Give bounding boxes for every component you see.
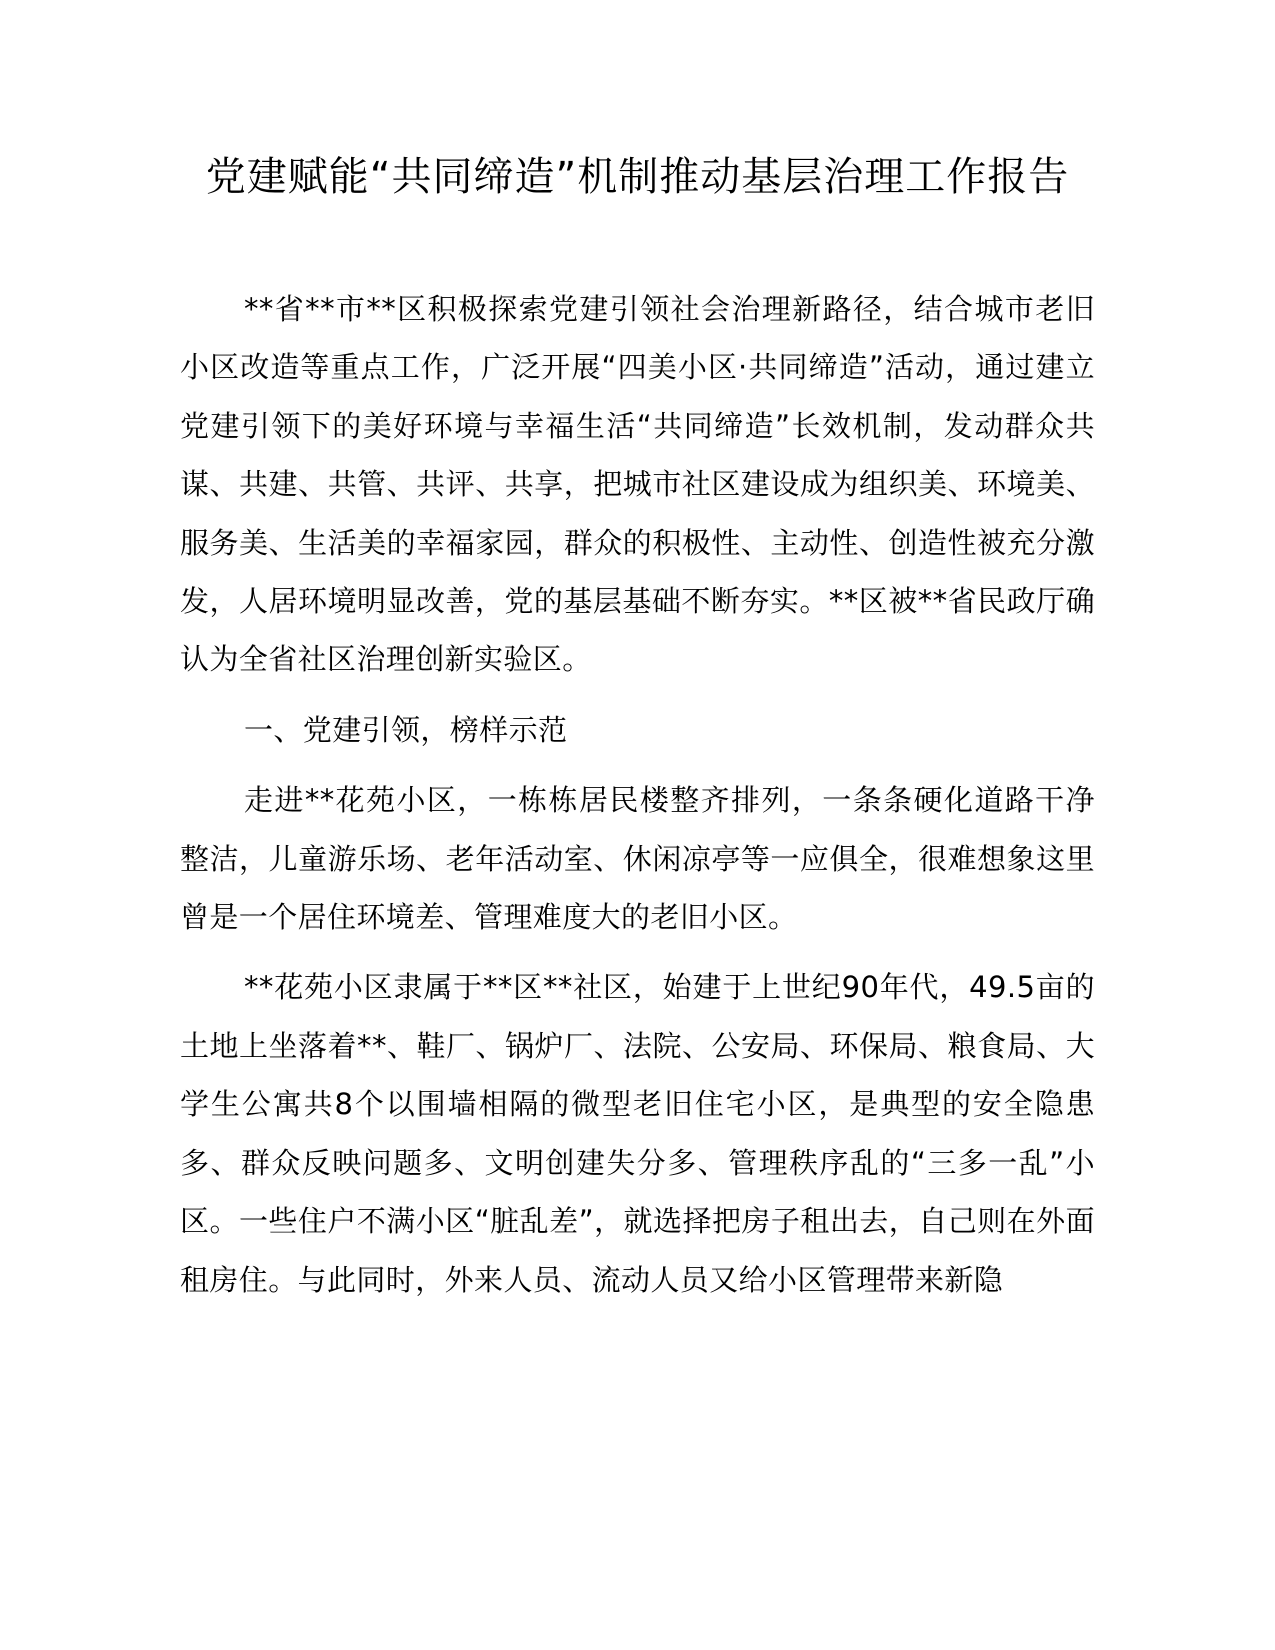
paragraph-community-description: 走进**花苑小区，一栋栋居民楼整齐排列，一条条硬化道路干净整洁，儿童游乐场、老年活动室、休闲凉亭等一应俱全，很难想象这里曾是一个居住环境差、管理难度大的老旧小区。 (180, 783, 1095, 935)
document-body (180, 280, 1095, 1309)
document-title: 党建赋能“共同缔造”机制推动基层治理工作报告 (205, 154, 1070, 200)
section-heading-1: 一、党建引领，榜样示范 (244, 712, 568, 747)
paragraph-intro: **省**市**区积极探索党建引领社会治理新路径，结合城市老旧小区改造等重点工作，广泛开展“四美小区·共同缔造”活动，通过建立党建引领下的美好环境与幸福生活“共同缔造”长效机制，发动群众共谋、共建、共管、共评、共享，把城市社区建设成为组织美、环境美、服务美、生活美的幸福家园，群众的积极性、主动性、创造性被充分激发，人居环境明显改善，党的基层基础不断夯实。**区被**省民政厅确认为全省社区治理创新实验区。 (180, 292, 1095, 677)
paragraph-community-history: **花苑小区隶属于**区**社区，始建于上世纪90年代，49.5亩的土地上坐落着**、鞋厂、锅炉厂、法院、公安局、环保局、粮食局、大学生公寓共8个以围墙相隔的微型老旧住宅小区，是典型的安全隐患多、群众反映问题多、文明创建失分多、管理秩序乱的“三多一乱”小区。一些住户不满小区“脏乱差”，就选择把房子租出去，自己则在外面租房住。与此同时，外来人员、流动人员又给小区管理带来新隐 (180, 970, 1095, 1297)
